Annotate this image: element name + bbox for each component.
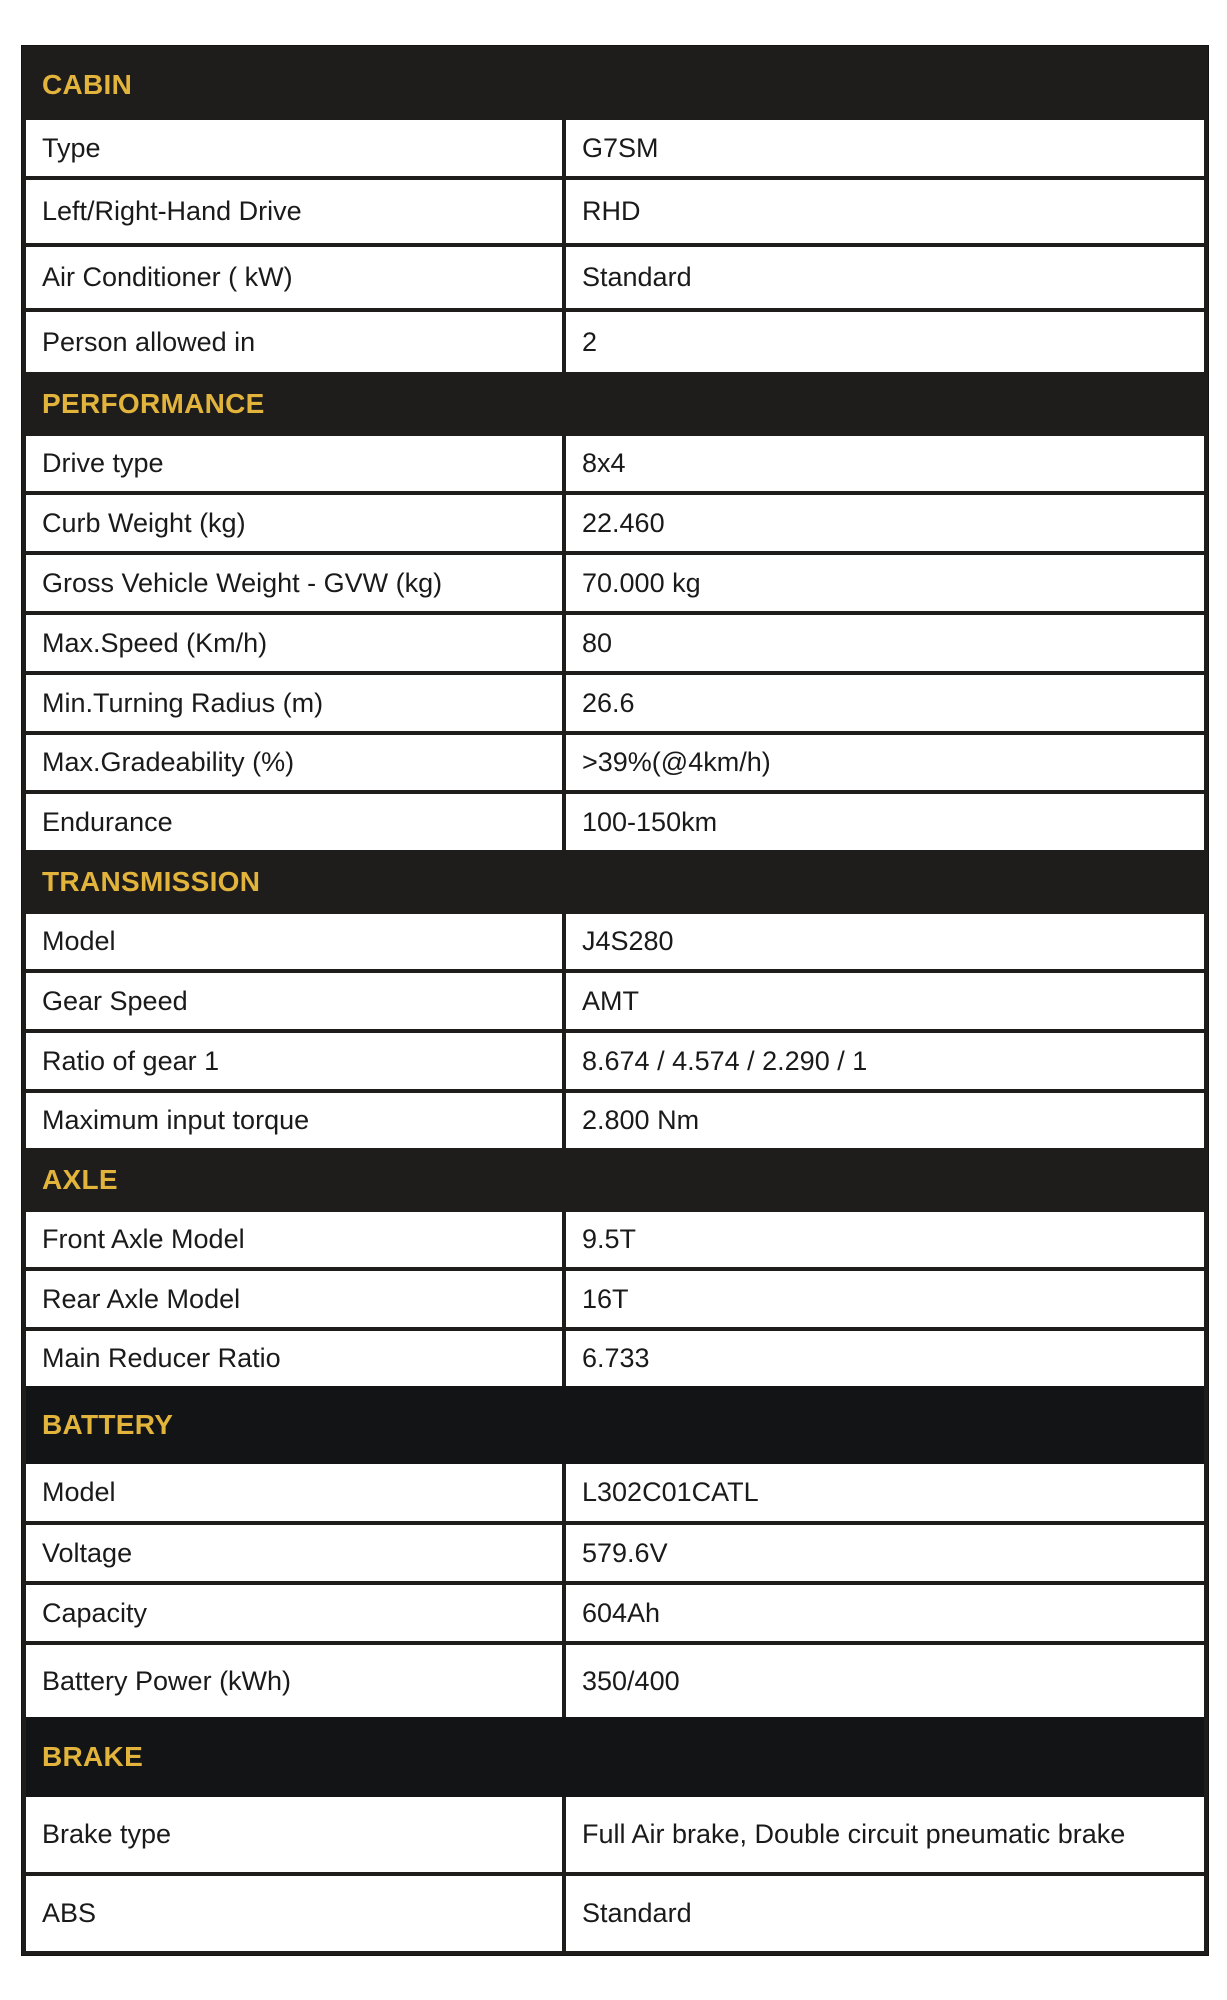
spec-label: Endurance: [26, 794, 562, 850]
section-axle: [26, 1148, 1204, 1386]
section-title: PERFORMANCE: [42, 388, 265, 419]
spec-value: 100-150km: [566, 794, 1204, 850]
spec-label: Air Conditioner ( kW): [26, 247, 562, 308]
table-row: [26, 436, 1204, 491]
table-row: [26, 495, 1204, 551]
spec-value: >39%(@4km/h): [566, 735, 1204, 790]
section-title: BATTERY: [26, 1386, 1204, 1464]
spec-label: Voltage: [26, 1525, 562, 1581]
table-row: [26, 120, 1204, 176]
section-title: CABIN: [42, 69, 133, 100]
table-row: [26, 1212, 1204, 1267]
table-row: [26, 914, 1204, 969]
spec-value: 2: [566, 312, 1204, 372]
table-row: [26, 1093, 1204, 1148]
spec-value: L302C01CATL: [566, 1464, 1204, 1521]
spec-value: 8.674 / 4.574 / 2.290 / 1: [566, 1033, 1204, 1089]
spec-value: 579.6V: [566, 1525, 1204, 1581]
spec-value: 6.733: [566, 1331, 1204, 1386]
spec-label: Left/Right-Hand Drive: [26, 180, 562, 243]
spec-value: Standard: [566, 1876, 1204, 1951]
spec-value: Full Air brake, Double circuit pneumatic brake: [566, 1797, 1204, 1872]
table-row: [26, 675, 1204, 731]
spec-value: RHD: [566, 180, 1204, 243]
table-row: [26, 555, 1204, 611]
spec-label: ABS: [26, 1876, 562, 1951]
spec-label: Gross Vehicle Weight - GVW (kg): [26, 555, 562, 611]
spec-table: [21, 45, 1209, 1956]
spec-value: 8x4: [566, 436, 1204, 491]
spec-value: 9.5T: [566, 1212, 1204, 1267]
spec-value: Standard: [566, 247, 1204, 308]
section-title: BRAKE: [26, 1717, 1204, 1797]
spec-label: Brake type: [26, 1797, 562, 1872]
section-battery: [26, 1386, 1204, 1717]
spec-label: Max.Gradeability (%): [26, 735, 562, 790]
section-title: TRANSMISSION: [42, 866, 261, 897]
table-row: [26, 1876, 1204, 1951]
table-row: [26, 1331, 1204, 1386]
spec-label: Person allowed in: [26, 312, 562, 372]
spec-label: Gear Speed: [26, 973, 562, 1029]
spec-value: 22.460: [566, 495, 1204, 551]
table-row: [26, 312, 1204, 372]
table-row: [26, 615, 1204, 671]
table-row: [26, 794, 1204, 850]
spec-value: 350/400: [566, 1645, 1204, 1717]
table-row: [26, 1033, 1204, 1089]
spec-value: J4S280: [566, 914, 1204, 969]
section-title: AXLE: [42, 1164, 118, 1195]
table-row: [26, 1645, 1204, 1717]
spec-label: Drive type: [26, 436, 562, 491]
spec-label: Ratio of gear 1: [26, 1033, 562, 1089]
spec-label: Maximum input torque: [26, 1093, 562, 1148]
spec-value: 70.000 kg: [566, 555, 1204, 611]
spec-label: Min.Turning Radius (m): [26, 675, 562, 731]
section-performance: [26, 372, 1204, 850]
spec-label: Rear Axle Model: [26, 1271, 562, 1327]
spec-label: Front Axle Model: [26, 1212, 562, 1267]
table-row: [26, 247, 1204, 308]
table-row: [26, 1797, 1204, 1872]
spec-value: AMT: [566, 973, 1204, 1029]
section-transmission: [26, 850, 1204, 1148]
table-row: [26, 1271, 1204, 1327]
spec-label: Max.Speed (Km/h): [26, 615, 562, 671]
spec-label: Battery Power (kWh): [26, 1645, 562, 1717]
table-row: [26, 180, 1204, 243]
spec-value: 2.800 Nm: [566, 1093, 1204, 1148]
spec-value: 604Ah: [566, 1585, 1204, 1641]
spec-value: G7SM: [566, 120, 1204, 176]
table-row: [26, 973, 1204, 1029]
table-row: [26, 1585, 1204, 1641]
spec-label: Main Reducer Ratio: [26, 1331, 562, 1386]
spec-value: 26.6: [566, 675, 1204, 731]
section-cabin: [26, 50, 1204, 372]
section-brake: [26, 1717, 1204, 1951]
table-row: [26, 1525, 1204, 1581]
spec-label: Model: [26, 1464, 562, 1521]
spec-value: 80: [566, 615, 1204, 671]
table-row: [26, 735, 1204, 790]
spec-label: Model: [26, 914, 562, 969]
spec-value: 16T: [566, 1271, 1204, 1327]
spec-label: Type: [26, 120, 562, 176]
spec-label: Capacity: [26, 1585, 562, 1641]
spec-label: Curb Weight (kg): [26, 495, 562, 551]
table-row: [26, 1464, 1204, 1521]
